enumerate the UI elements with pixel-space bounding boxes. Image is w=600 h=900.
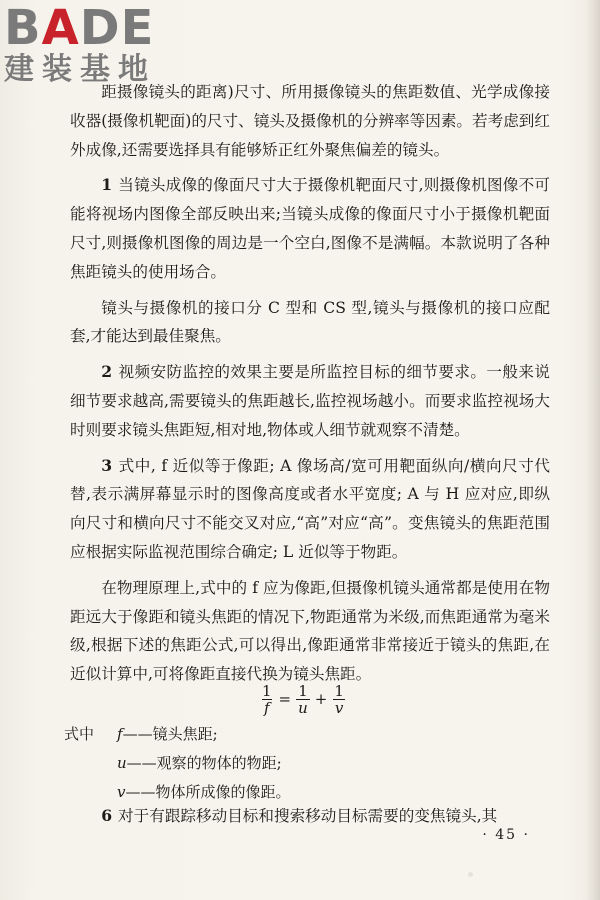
formula-equals: = xyxy=(278,690,292,708)
formula-definitions xyxy=(64,720,544,807)
clause-number: 1 xyxy=(101,175,113,195)
paragraph-clause-6: 6 对于有跟踪移动目标和搜索移动目标需要的变焦镜头,其 xyxy=(101,806,498,825)
logo-mark: BADE xyxy=(4,0,155,56)
lens-formula xyxy=(258,679,348,719)
binding-shadow xyxy=(586,0,600,900)
body-text xyxy=(70,78,550,689)
formula-plus: + xyxy=(314,690,328,708)
definition-symbol: v xyxy=(117,783,126,801)
definition-row xyxy=(64,749,544,778)
paragraph-interface: 镜头与摄像机的接口分 C 型和 CS 型,镜头与摄像机的接口应配套,才能达到最佳聚焦。 xyxy=(70,298,550,346)
paragraph-continued: 距摄像镜头的距离)尺寸、所用摄像镜头的焦距数值、光学成像接收器(摄像机靶面)的尺寸、镜头及摄像机的分辨率等因素。若考虑到红外成像,还需要选择具有能够矫正红外聚焦偏差的镜头。 xyxy=(70,83,550,159)
formula-term-u: $\frac{1}{u}$ xyxy=(298,681,308,717)
page-number: · 45 · xyxy=(482,827,530,843)
ink-smudge xyxy=(468,872,473,877)
paragraph-clause-1: 1 当镜头成像的像面尺寸大于摄像机靶面尺寸,则摄像机图像不可能将视场内图像全部反映出来;当镜头成像的像面尺寸小于摄像机靶面尺寸,则摄像机图像的周边是一个空白,图像不是满幅。本款说明了各种焦距镜头的使用场合。 xyxy=(70,175,550,281)
definition-text: ——镜头焦距; xyxy=(122,725,218,743)
clause-number: 2 xyxy=(101,362,113,382)
definition-symbol: f xyxy=(117,725,123,743)
definition-text: ——物体所成像的像距。 xyxy=(125,783,291,801)
definition-text: ——观察的物体的物距; xyxy=(126,754,282,772)
logo-subtitle: 建装基地 xyxy=(4,52,156,87)
paragraph-clause-2: 2 视频安防监控的效果主要是所监控目标的细节要求。一般来说细节要求越高,需要镜头的焦距越长,监控视场越小。而要求监控视场大时则要求镜头焦距短,相对地,物体或人细节就观察不清楚。 xyxy=(70,362,550,439)
definition-lead: 式中 xyxy=(64,725,95,743)
paragraph-physics: 在物理原理上,式中的 f 应为像距,但摄像机镜头通常都是使用在物距远大于像距和镜头焦距的情况下,物距通常为米级,而焦距通常为毫米级,根据下述的焦距公式,可以得出,像距通常非常接近于镜头的焦距,在近似计算中,可将像距直接代换为镜头焦距。 xyxy=(70,578,550,684)
definition-row xyxy=(64,720,544,749)
formula-term-v: $\frac{1}{v}$ xyxy=(334,681,344,717)
definition-symbol: u xyxy=(117,754,127,772)
clause-number: 3 xyxy=(101,455,113,475)
formula-lhs: $\frac{1}{f}$ xyxy=(262,681,272,717)
clause-number: 6 xyxy=(101,806,113,825)
paragraph-clause-3: 3 式中, f 近似等于像距; A 像场高/宽可用靶面纵向/横向尺寸代替,表示满屏幕显示时的图像高度或者水平宽度; A 与 H 应对应,即纵向尺寸和横向尺寸不能交叉对应,“高”对应“高”。变焦镜头的焦距范围应根据实际监视范围综合确定; L 近似等于物距。 xyxy=(70,455,550,561)
